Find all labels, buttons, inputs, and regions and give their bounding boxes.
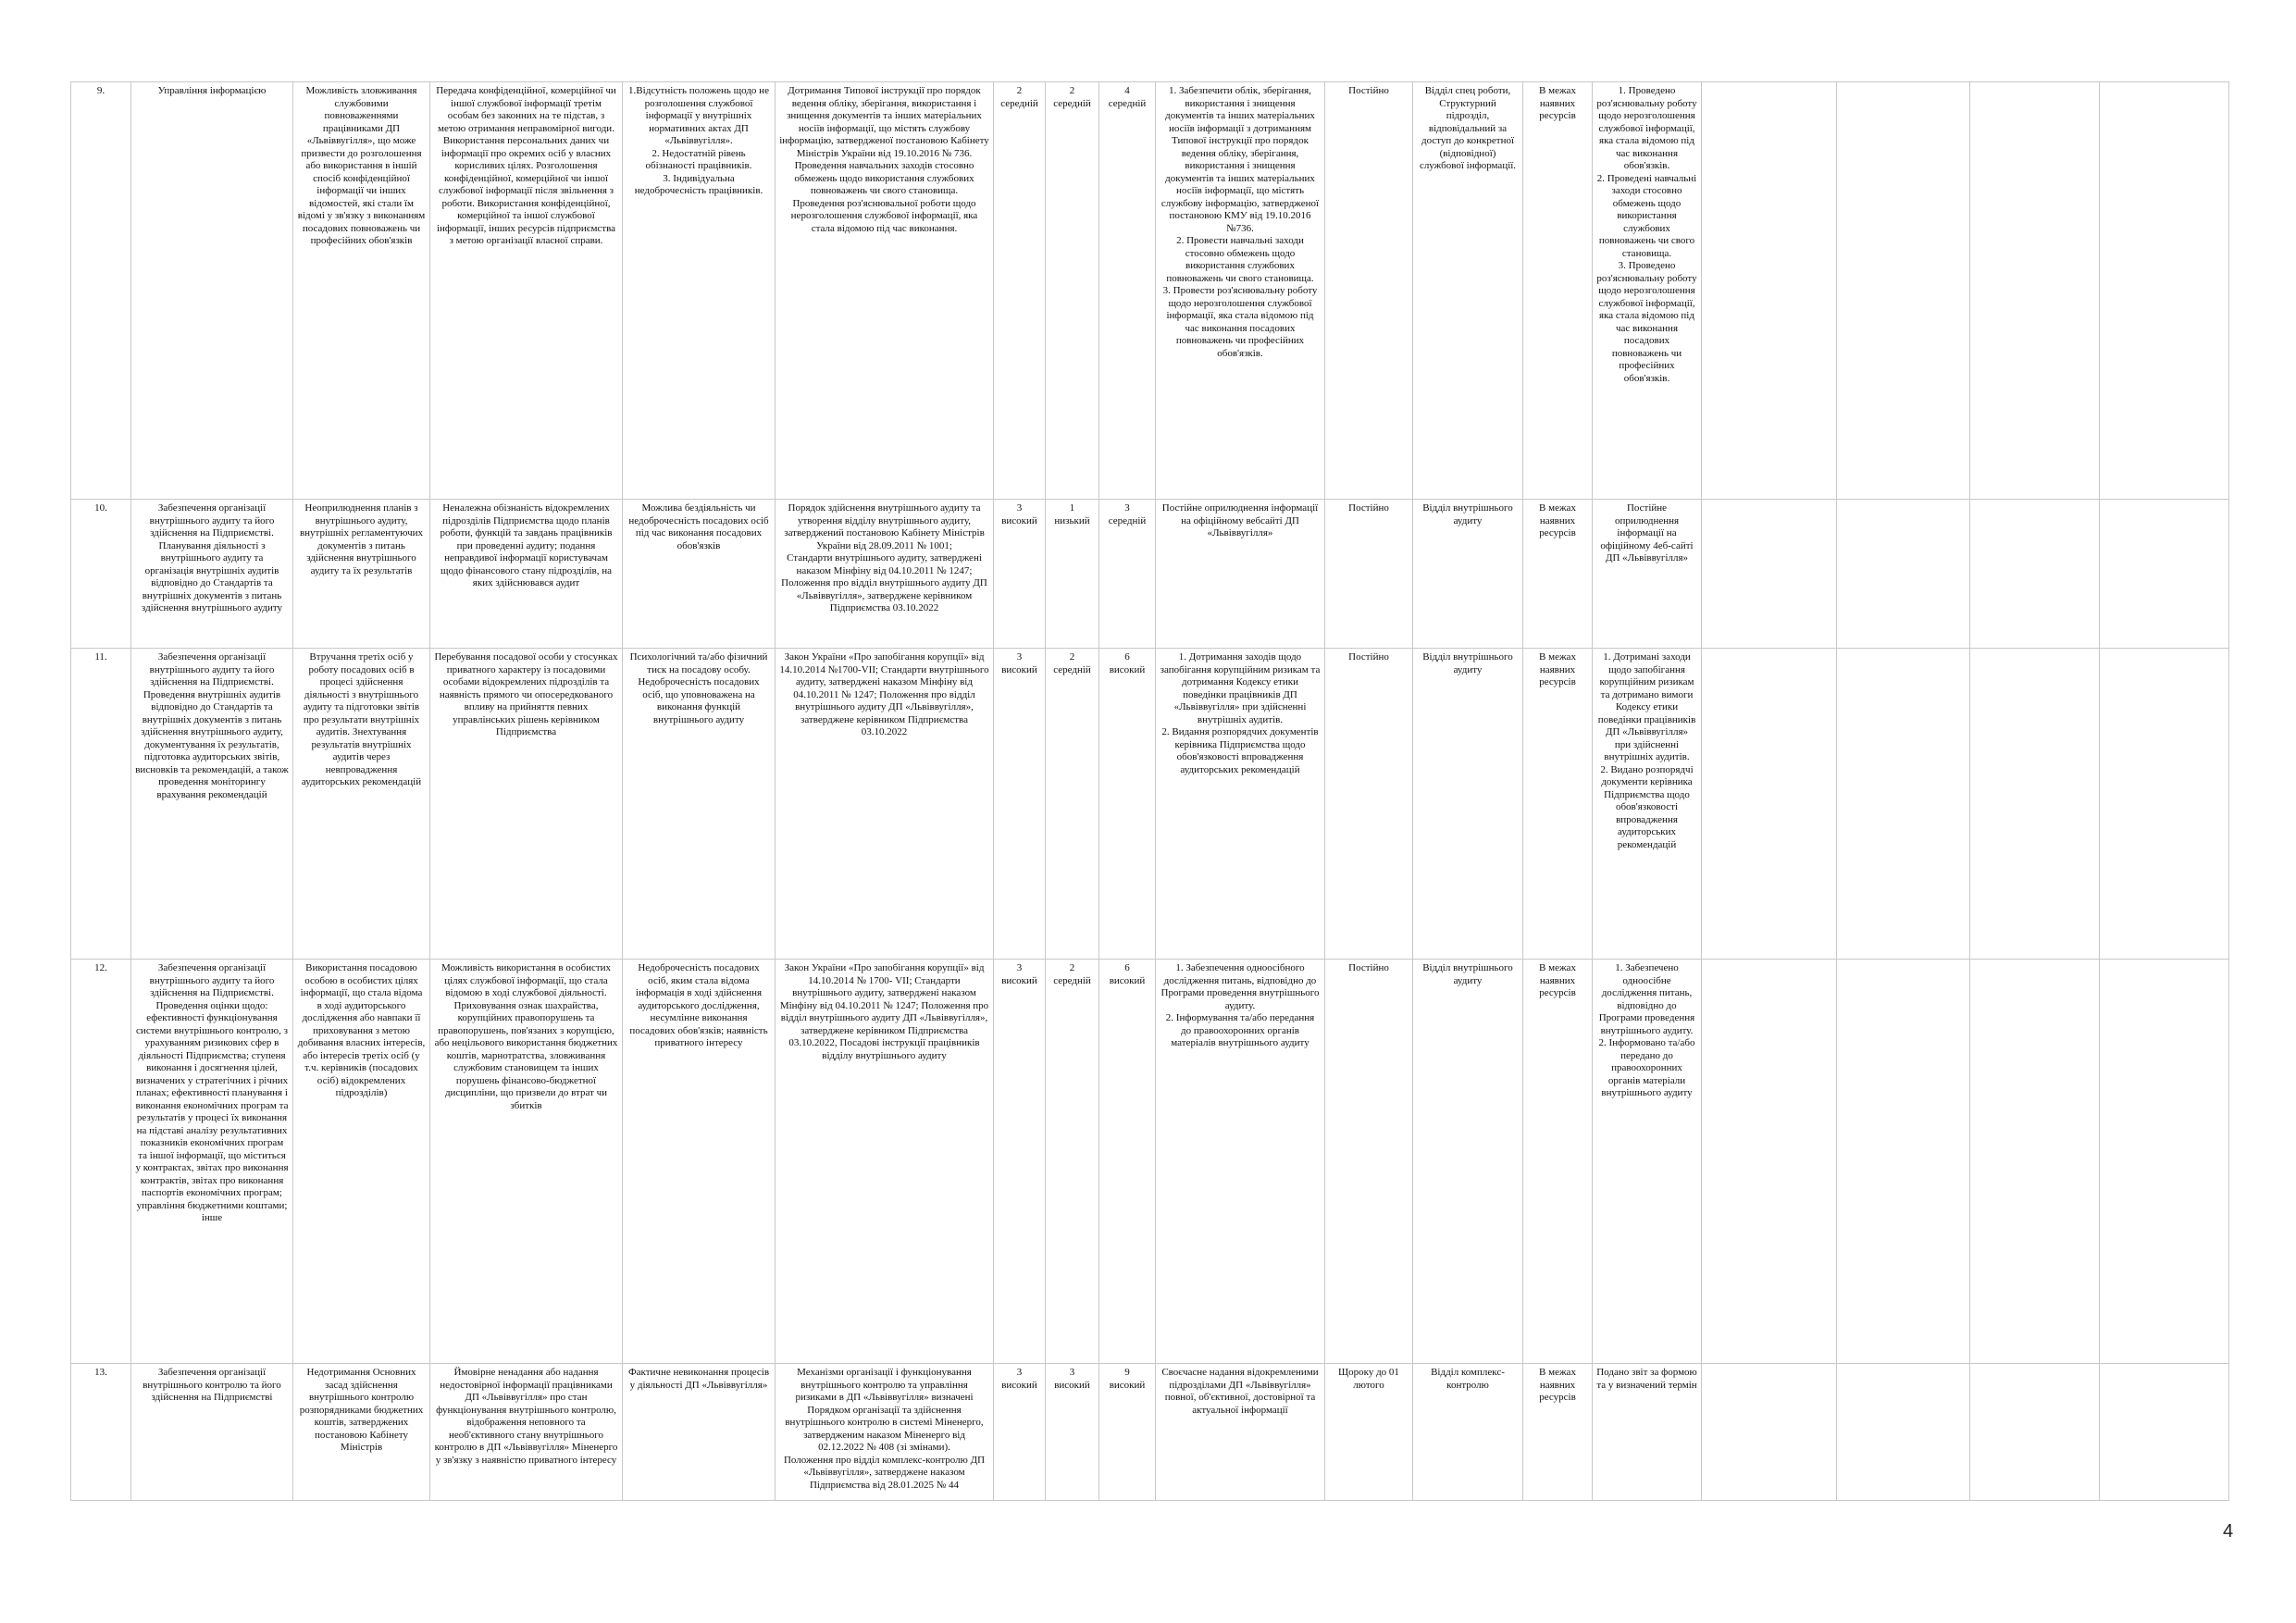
new-measures: Своєчасне надання відокремленими підрозділами ДП «Львіввугілля» повної, об'єктивної, достовірної та актуальної інформації <box>1156 1364 1325 1501</box>
risk-score: 6 <box>1124 962 1130 973</box>
risk-score: 9 <box>1124 1367 1130 1378</box>
risk-factors: Недоброчесність посадових осіб, яким стала відома інформація в ході здійснення аудиторського дослідження, несумлінне виконання посадових обов'язків; наявність приватного інтересу <box>623 960 776 1364</box>
impact-score: 2 <box>1069 962 1075 973</box>
empty-cell <box>1970 1364 2100 1501</box>
empty-cell <box>1837 1364 1970 1501</box>
empty-cell <box>2100 82 2229 500</box>
empty-cell <box>1702 500 1837 649</box>
probability-level: високий <box>1001 974 1037 986</box>
empty-cell <box>1702 82 1837 500</box>
risk-name: Неоприлюднення планів з внутрішнього аудиту, внутрішніх регламентуючих документів з питань здійснення внутрішнього аудиту та їх результатів <box>293 500 430 649</box>
risk-score: 4 <box>1124 85 1130 96</box>
impact-level: середній <box>1053 97 1091 109</box>
impact-level: низький <box>1054 514 1090 527</box>
probability-score: 3 <box>1016 651 1023 663</box>
existing-measures: Механізми організації і функціонування внутрішнього контролю та управління ризиками в ДП «Львіввугілля» визначені Порядком організації та здійснення внутрішнього контролю в системі Міненерго, затвердженим наказом Міненерго від 02.12.2022 № 408 (зі змінами). Положення про відділ комплекс-контролю ДП «Львіввугілля», затверджене наказом Підприємства від 28.01.2025 № 44 <box>776 1364 994 1501</box>
new-measures: Постійне оприлюднення інформації на офіційному вебсайті ДП «Львіввугілля» <box>1156 500 1325 649</box>
probability-score: 3 <box>1016 962 1023 973</box>
risk-factors: Психологічний та/або фізичний тиск на посадову особу. Недоброчесність посадових осіб, що уповноважена на виконання функцій внутрішнього аудиту <box>623 649 776 960</box>
row-number: 9. <box>71 82 131 500</box>
risk-level: високий <box>1109 1379 1146 1391</box>
risk-description: Перебування посадової особи у стосунках приватного характеру із посадовими особами відокремлених підрозділів та наявність прямого чи опосередкованого впливу на прийняття певних управлінських рішень керівником Підприємства <box>430 649 623 960</box>
term: Постійно <box>1325 82 1413 500</box>
result: 1. Забезпечено одноосібне дослідження питань, відповідно до Програми проведення внутрішнього аудиту. 2. Інформовано та/або передано до правоохоронних органів матеріали внутрішнього аудиту <box>1593 960 1702 1364</box>
term: Щороку до 01 лютого <box>1325 1364 1413 1501</box>
risk-level: середній <box>1108 97 1147 109</box>
term: Постійно <box>1325 960 1413 1364</box>
risk-score: 6 <box>1124 651 1130 663</box>
new-measures: 1. Дотримання заходів щодо запобігання корупційним ризикам та дотримання Кодексу етики поведінки працівників ДП «Львіввугілля» при здійсненні внутрішніх аудитів. 2. Видання розпорядчих документів керівника Підприємства щодо обов'язковості впровадження аудиторських рекомендацій <box>1156 649 1325 960</box>
empty-cell <box>1837 82 1970 500</box>
probability-score: 3 <box>1016 502 1023 514</box>
responsible: Відділ комплекс-контролю <box>1413 1364 1523 1501</box>
empty-cell <box>1970 82 2100 500</box>
empty-cell <box>1837 649 1970 960</box>
probability-cell <box>994 500 1046 649</box>
risk-name: Можливість зловживання службовими повноваженнями працівниками ДП «Львіввугілля», що може призвести до розголошення або використання в іншій спосіб конфіденційної інформації чи інших відомостей, які стали їм відомі у зв'язку з виконанням посадових повноважень чи професійних обов'язків <box>293 82 430 500</box>
responsible: Відділ внутрішнього аудиту <box>1413 500 1523 649</box>
risk-description: Передача конфіденційної, комерційної чи іншої службової інформації третім особам без законних на те підстав, з метою отримання неправомірної вигоди. Використання персональних даних чи інформації про окремих осіб у власних корисливих цілях. Розголошення конфіденційної, комерційної чи іншої службової інформації після звільнення з роботи. Використання конфіденційної, комерційної та іншої службової інформації, інших ресурсів підприємства з метою організації власної справи. <box>430 82 623 500</box>
risk-description: Ймовірне ненадання або надання недостовірної інформації працівниками ДП «Львіввугілля» про стан функціонування внутрішнього контролю, відображення неповного та необ'єктивного стану внутрішнього контролю в ДП «Львіввугілля» Міненерго у зв'язку з наявністю приватного інтересу <box>430 1364 623 1501</box>
empty-cell <box>1970 960 2100 1364</box>
impact-score: 2 <box>1069 85 1075 96</box>
row-number: 11. <box>71 649 131 960</box>
risk-description: Неналежна обізнаність відокремлених підрозділів Підприємства щодо планів роботи, функцій та завдань працівників при проведенні аудиту; подання неправдивої інформації користувачам щодо фінансового стану підрозділів, на яких здійснювався аудит <box>430 500 623 649</box>
risk-level-cell <box>1099 1364 1156 1501</box>
risk-level-cell <box>1099 960 1156 1364</box>
empty-cell <box>2100 960 2229 1364</box>
probability-score: 3 <box>1016 1367 1023 1378</box>
empty-cell <box>1970 500 2100 649</box>
row-number: 13. <box>71 1364 131 1501</box>
probability-cell <box>994 960 1046 1364</box>
risk-factors: Фактичне невиконання процесів у діяльності ДП «Львіввугілля» <box>623 1364 776 1501</box>
table-row <box>71 500 2229 649</box>
empty-cell <box>1837 960 1970 1364</box>
activity-area: Управління інформацією <box>131 82 293 500</box>
existing-measures: Закон України «Про запобігання корупції» від 14.10.2014 № 1700- VII; Стандарти внутрішнього аудиту, затверджені наказом Мінфіну від 04.10.2011 № 1247; Положення про відділ внутрішнього аудиту ДП «Львіввугілля», затверджене керівником Підприємства 03.10.2022, Посадові інструкції працівників відділу внутрішнього аудиту <box>776 960 994 1364</box>
existing-measures: Порядок здійснення внутрішнього аудиту та утворення відділу внутрішнього аудиту, затверджений постановою Кабінету Міністрів України від 28.09.2011 № 1001; Стандарти внутрішнього аудиту, затверджені наказом Мінфіну від 04.10.2011 № 1247; Положення про відділ внутрішнього аудиту ДП «Львіввугілля», затверджене керівником Підприємства 03.10.2022 <box>776 500 994 649</box>
term: Постійно <box>1325 649 1413 960</box>
responsible: Відділ спец роботи, Структурний підрозділ, відповідальний за доступ до конкретної (відповідної) службової інформації. <box>1413 82 1523 500</box>
responsible: Відділ внутрішнього аудиту <box>1413 649 1523 960</box>
probability-cell <box>994 82 1046 500</box>
resources: В межах наявних ресурсів <box>1523 82 1593 500</box>
impact-cell <box>1046 1364 1099 1501</box>
resources: В межах наявних ресурсів <box>1523 960 1593 1364</box>
risk-level: високий <box>1109 974 1146 986</box>
activity-area: Забезпечення організації внутрішнього аудиту та його здійснення на Підприємстві. Проведення оцінки щодо: ефективності функціонування системи внутрішнього контролю, з урахуванням ризикових сфер в діяльності Підприємства; ступеня виконання і досягнення цілей, визначених у стратегічних і річних планах; ефективності планування і виконання економічних програм та результатів у процесі їх виконання на підставі аналізу результативних показників економічних програм та іншої інформації, що міститься у контрактах, звітах про виконання контрактів, звітах про виконання паспортів економічних програм; управління бюджетними коштами; інше <box>131 960 293 1364</box>
empty-cell <box>2100 649 2229 960</box>
table-row <box>71 960 2229 1364</box>
impact-level: середній <box>1053 663 1091 675</box>
table-row <box>71 1364 2229 1501</box>
row-number: 12. <box>71 960 131 1364</box>
empty-cell <box>1702 1364 1837 1501</box>
probability-level: високий <box>1001 1379 1037 1391</box>
empty-cell <box>1970 649 2100 960</box>
risk-level-cell <box>1099 500 1156 649</box>
row-number: 10. <box>71 500 131 649</box>
responsible: Відділ внутрішнього аудиту <box>1413 960 1523 1364</box>
term: Постійно <box>1325 500 1413 649</box>
empty-cell <box>1837 500 1970 649</box>
risk-name: Недотримання Основних засад здійснення внутрішнього контролю розпорядниками бюджетних коштів, затверджених постановою Кабінету Міністрів <box>293 1364 430 1501</box>
impact-cell <box>1046 82 1099 500</box>
probability-cell <box>994 649 1046 960</box>
impact-cell <box>1046 960 1099 1364</box>
empty-cell <box>1702 649 1837 960</box>
risk-level-cell <box>1099 82 1156 500</box>
risk-level-cell <box>1099 649 1156 960</box>
risk-score: 3 <box>1124 502 1130 514</box>
activity-area: Забезпечення організації внутрішнього аудиту та його здійснення на Підприємстві. Проведення внутрішніх аудитів відповідно до Стандартів та внутрішніх документів з питань здійснення внутрішнього аудиту, документування їх результатів, підготовка аудиторських звітів, висновків та рекомендацій, а також проведення моніторингу врахування рекомендацій <box>131 649 293 960</box>
risk-table-page <box>70 81 2228 1501</box>
new-measures: 1. Забезпечити облік, зберігання, використання і знищення документів та інших матеріальних носіїв інформації з дотриманням Типової інструкції про порядок ведення обліку, зберігання, використання і знищення документів та інших матеріальних носіїв інформації, що містять службову інформацію, затвердженої постановою КМУ від 19.10.2016 №736. 2. Провести навчальні заходи стосовно обмежень щодо використання службових повноважень чи свого становища. 3. Провести роз'яснювальну роботу щодо нерозголошення службової інформації, яка стала відомою під час виконання посадових повноважень чи професійних обов'язків. <box>1156 82 1325 500</box>
risk-factors: 1.Відсутність положень щодо не розголошення службової інформації у внутрішніх нормативних актах ДП «Львіввугілля». 2. Недостатній рівень обізнаності працівників. 3. Індивідуальна недоброчесність працівників. <box>623 82 776 500</box>
resources: В межах наявних ресурсів <box>1523 649 1593 960</box>
impact-score: 2 <box>1069 651 1075 663</box>
risk-description: Можливість використання в особистих цілях службової інформації, що стала відомою в ході службової діяльності. Приховування ознак шахрайства, корупційних правопорушень та правопорушень, пов'язаних з корупцією, або нецільового використання бюджетних коштів, марнотратства, зловживання службовим становищем та інших порушень фінансово-бюджетної дисципліни, що призвели до втрат чи збитків <box>430 960 623 1364</box>
risk-level: середній <box>1108 514 1147 527</box>
probability-cell <box>994 1364 1046 1501</box>
activity-area: Забезпечення організації внутрішнього аудиту та його здійснення на Підприємстві. Планування діяльності з внутрішнього аудиту та організація внутрішніх аудитів відповідно до Стандартів та внутрішніх документів з питань здійснення внутрішнього аудиту <box>131 500 293 649</box>
resources: В межах наявних ресурсів <box>1523 1364 1593 1501</box>
risk-table <box>70 81 2229 1501</box>
existing-measures: Дотримання Типової інструкції про порядок ведення обліку, зберігання, використання і знищення документів та інших матеріальних носіїв інформації, що містять службову інформацію, затвердженої постановою Кабінету Міністрів України від 19.10.2016 № 736. Проведення навчальних заходів стосовно обмежень щодо використання службових повноважень чи свого становища. Проведення роз'яснювальної роботи щодо нерозголошення службової інформації, яка стала відомою під час виконання. <box>776 82 994 500</box>
resources: В межах наявних ресурсів <box>1523 500 1593 649</box>
result: 1. Проведено роз'яснювальну роботу щодо нерозголошення службової інформації, яка стала відомою під час виконання обов'язків. 2. Проведені навчальні заходи стосовно обмежень щодо використання службових повноважень чи свого становища. 3. Проведено роз'яснювальну роботу щодо нерозголошення службової інформації, яка стала відомою під час виконання посадових повноважень чи професійних обов'язків. <box>1593 82 1702 500</box>
new-measures: 1. Забезпечення одноосібного дослідження питань, відповідно до Програми проведення внутрішнього аудиту. 2. Інформування та/або передання до правоохоронних органів матеріалів внутрішнього аудиту <box>1156 960 1325 1364</box>
impact-score: 1 <box>1069 502 1075 514</box>
impact-cell <box>1046 649 1099 960</box>
risk-level: високий <box>1109 663 1146 675</box>
probability-level: високий <box>1001 514 1037 527</box>
impact-level: середній <box>1053 974 1091 986</box>
result: Подано звіт за формою та у визначений термін <box>1593 1364 1702 1501</box>
risk-name: Втручання третіх осіб у роботу посадових осіб в процесі здійснення діяльності з внутрішнього аудиту та підготовки звітів про результати внутрішніх аудитів. Знехтування результатів внутрішніх аудитів через невпровадження аудиторських рекомендацій <box>293 649 430 960</box>
existing-measures: Закон України «Про запобігання корупції» від 14.10.2014 №1700-VII; Стандарти внутрішнього аудиту, затверджені наказом Мінфіну від 04.10.2011 № 1247; Положення про відділ внутрішнього аудиту ДП «Львіввугілля», затверджене керівником Підприємства 03.10.2022 <box>776 649 994 960</box>
empty-cell <box>2100 1364 2229 1501</box>
activity-area: Забезпечення організації внутрішнього контролю та його здійснення на Підприємстві <box>131 1364 293 1501</box>
risk-name: Використання посадовою особою в особистих цілях інформації, що стала відома в ході аудиторського дослідження або навпаки її приховування з метою добивання власних інтересів, або інтересів третіх осіб (у т.ч. керівників (посадових осіб) відокремлених підрозділів) <box>293 960 430 1364</box>
impact-cell <box>1046 500 1099 649</box>
table-row <box>71 82 2229 500</box>
impact-score: 3 <box>1069 1367 1075 1378</box>
result: Постійне оприлюднення інформації на офіційному 4еб-сайті ДП «Львіввугілля» <box>1593 500 1702 649</box>
probability-level: високий <box>1001 663 1037 675</box>
table-row <box>71 649 2229 960</box>
result: 1. Дотримані заходи щодо запобігання корупційним ризикам та дотримано вимоги Кодексу етики поведінки працівників ДП «Львіввугілля» при здійсненні внутрішніх аудитів. 2. Видано розпорядчі документи керівника Підприємства щодо обов'язковості впровадження аудиторських рекомендацій <box>1593 649 1702 960</box>
empty-cell <box>1702 960 1837 1364</box>
empty-cell <box>2100 500 2229 649</box>
risk-factors: Можлива бездіяльність чи недоброчесність посадових осіб під час виконання посадових обов'язків <box>623 500 776 649</box>
probability-level: середній <box>1000 97 1038 109</box>
impact-level: високий <box>1054 1379 1090 1391</box>
page-number: 4 <box>2223 1521 2234 1542</box>
probability-score: 2 <box>1016 85 1023 96</box>
